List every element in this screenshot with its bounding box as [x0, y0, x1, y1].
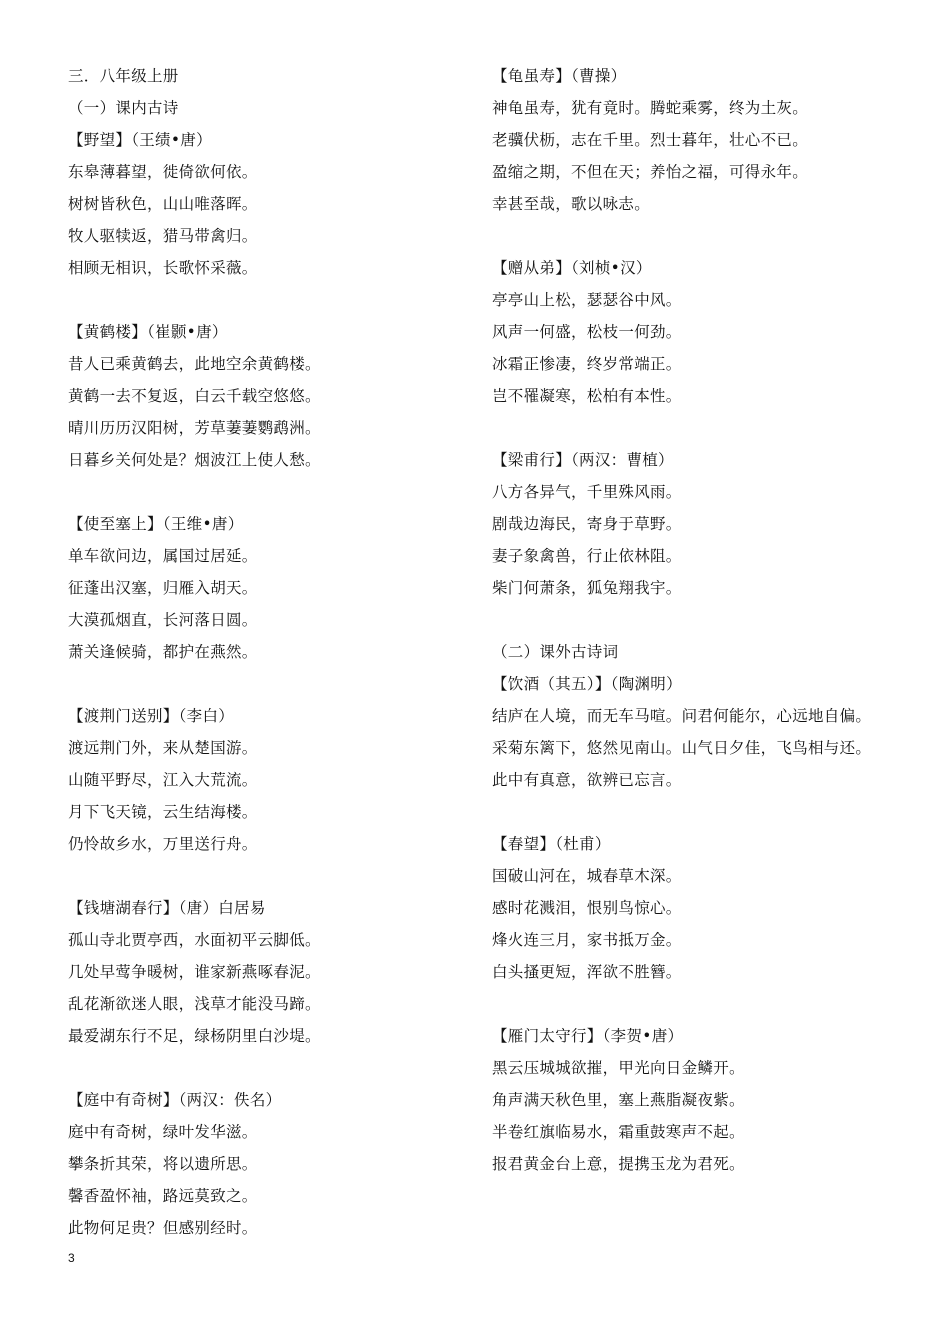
poem-line: 角声满天秋色里，塞上燕脂凝夜紫。	[492, 1091, 745, 1109]
poem-line: 树树皆秋色，山山唯落晖。	[68, 195, 258, 213]
poem-line: 渡远荆门外，来从楚国游。	[68, 739, 258, 757]
poem-line: 单车欲问边，属国过居延。	[68, 547, 258, 565]
poem-line: 晴川历历汉阳树，芳草萋萋鹦鹉洲。	[68, 419, 321, 437]
poem-line: 萧关逢候骑，都护在燕然。	[68, 643, 258, 661]
poem-line: 结庐在人境，而无车马喧。问君何能尔，心远地自偏。	[492, 707, 872, 725]
poem-dujingmen	[68, 700, 468, 860]
poem-title: 【龟虽寿】（曹操）	[492, 67, 627, 85]
right-column	[492, 60, 932, 1180]
poem-line: 剧哉边海民，寄身于草野。	[492, 515, 682, 533]
poem-line: 乱花渐欲迷人眼，浅草才能没马蹄。	[68, 995, 321, 1013]
poem-huanghelou	[68, 316, 468, 476]
poem-line: 孤山寺北贾亭西，水面初平云脚低。	[68, 931, 321, 949]
poem-line: 八方各异气，千里殊风雨。	[492, 483, 682, 501]
poem-line: 征蓬出汉塞，归雁入胡天。	[68, 579, 258, 597]
poem-line: 采菊东篱下，悠然见南山。山气日夕佳，飞鸟相与还。	[492, 739, 872, 757]
poem-title: 【庭中有奇树】（两汉：佚名）	[68, 1091, 282, 1109]
poem-title: 【春望】（杜甫）	[492, 835, 611, 853]
poem-line: 相顾无相识，长歌怀采薇。	[68, 259, 258, 277]
poem-title: 【渡荆门送别】（李白）	[68, 707, 235, 725]
poem-line: 岂不罹凝寒，松柏有本性。	[492, 387, 682, 405]
poem-line: 幸甚至哉，歌以咏志。	[492, 195, 651, 213]
poem-line: 亭亭山上松，瑟瑟谷中风。	[492, 291, 682, 309]
poem-guisuishou	[492, 60, 932, 220]
left-column	[68, 60, 468, 1244]
poem-line: 黑云压城城欲摧，甲光向日金鳞开。	[492, 1059, 745, 1077]
poem-line: 山随平野尽，江入大荒流。	[68, 771, 258, 789]
poem-shizhisaishang	[68, 508, 468, 668]
poem-title: 【野望】（王绩•唐）	[68, 131, 212, 149]
poem-line: 盈缩之期，不但在天；养怡之福，可得永年。	[492, 163, 809, 181]
subsection-heading: （一）课内古诗	[68, 99, 179, 117]
poem-line: 感时花溅泪，恨别鸟惊心。	[492, 899, 682, 917]
poem-line: 烽火连三月，家书抵万金。	[492, 931, 682, 949]
poem-yinjiu	[492, 668, 932, 796]
poem-line: 东皋薄暮望，徙倚欲何依。	[68, 163, 258, 181]
section-heading: 三．八年级上册	[68, 67, 179, 85]
poem-chunwang	[492, 828, 932, 988]
poem-line: 攀条折其荣，将以遗所思。	[68, 1155, 258, 1173]
poem-line: 馨香盈怀袖，路远莫致之。	[68, 1187, 258, 1205]
poem-line: 庭中有奇树，绿叶发华滋。	[68, 1123, 258, 1141]
poem-line: 此中有真意，欲辨已忘言。	[492, 771, 682, 789]
poem-line: 神龟虽寿，犹有竟时。腾蛇乘雾，终为土灰。	[492, 99, 809, 117]
poem-line: 牧人驱犊返，猎马带禽归。	[68, 227, 258, 245]
poem-title: 【钱塘湖春行】（唐）白居易	[68, 899, 266, 917]
poem-title: 【饮酒（其五）】（陶渊明）	[492, 675, 682, 693]
poem-line: 冰霜正惨凄，终岁常端正。	[492, 355, 682, 373]
poem-line: 半卷红旗临易水，霜重鼓寒声不起。	[492, 1123, 745, 1141]
poem-line: 柴门何萧条，狐兔翔我宇。	[492, 579, 682, 597]
poem-title: 【使至塞上】（王维•唐）	[68, 515, 244, 533]
poem-zengcongdi	[492, 252, 932, 412]
poem-line: 最爱湖东行不足，绿杨阴里白沙堤。	[68, 1027, 321, 1045]
poem-line: 风声一何盛，松枝一何劲。	[492, 323, 682, 341]
subsection-heading: （二）课外古诗词	[492, 643, 619, 661]
page-number: 3	[68, 1251, 75, 1265]
poem-line: 报君黄金台上意，提携玉龙为君死。	[492, 1155, 745, 1173]
poem-title: 【黄鹤楼】（崔颢•唐）	[68, 323, 228, 341]
poem-line: 老骥伏枥，志在千里。烈士暮年，壮心不已。	[492, 131, 809, 149]
poem-title: 【赠从弟】（刘桢•汉）	[492, 259, 652, 277]
poem-line: 妻子象禽兽，行止依林阻。	[492, 547, 682, 565]
poem-title: 【梁甫行】（两汉：曹植）	[492, 451, 674, 469]
poem-line: 大漠孤烟直，长河落日圆。	[68, 611, 258, 629]
poem-line: 昔人已乘黄鹤去，此地空余黄鹤楼。	[68, 355, 321, 373]
poem-yewang	[68, 124, 468, 284]
poem-liangfuxing	[492, 444, 932, 604]
poem-line: 国破山河在，城春草木深。	[492, 867, 682, 885]
poem-title: 【雁门太守行】（李贺•唐）	[492, 1027, 684, 1045]
poem-yanmentaishouxing	[492, 1020, 932, 1180]
poem-line: 日暮乡关何处是？烟波江上使人愁。	[68, 451, 321, 469]
poem-line: 白头搔更短，浑欲不胜簪。	[492, 963, 682, 981]
poem-line: 仍怜故乡水，万里送行舟。	[68, 835, 258, 853]
poem-line: 月下飞天镜，云生结海楼。	[68, 803, 258, 821]
poem-tingzhongyouqishu	[68, 1084, 468, 1244]
poem-line: 黄鹤一去不复返，白云千载空悠悠。	[68, 387, 321, 405]
poem-line: 此物何足贵？但感别经时。	[68, 1219, 258, 1237]
poem-line: 几处早莺争暖树，谁家新燕啄春泥。	[68, 963, 321, 981]
poem-qiantanghu	[68, 892, 468, 1052]
